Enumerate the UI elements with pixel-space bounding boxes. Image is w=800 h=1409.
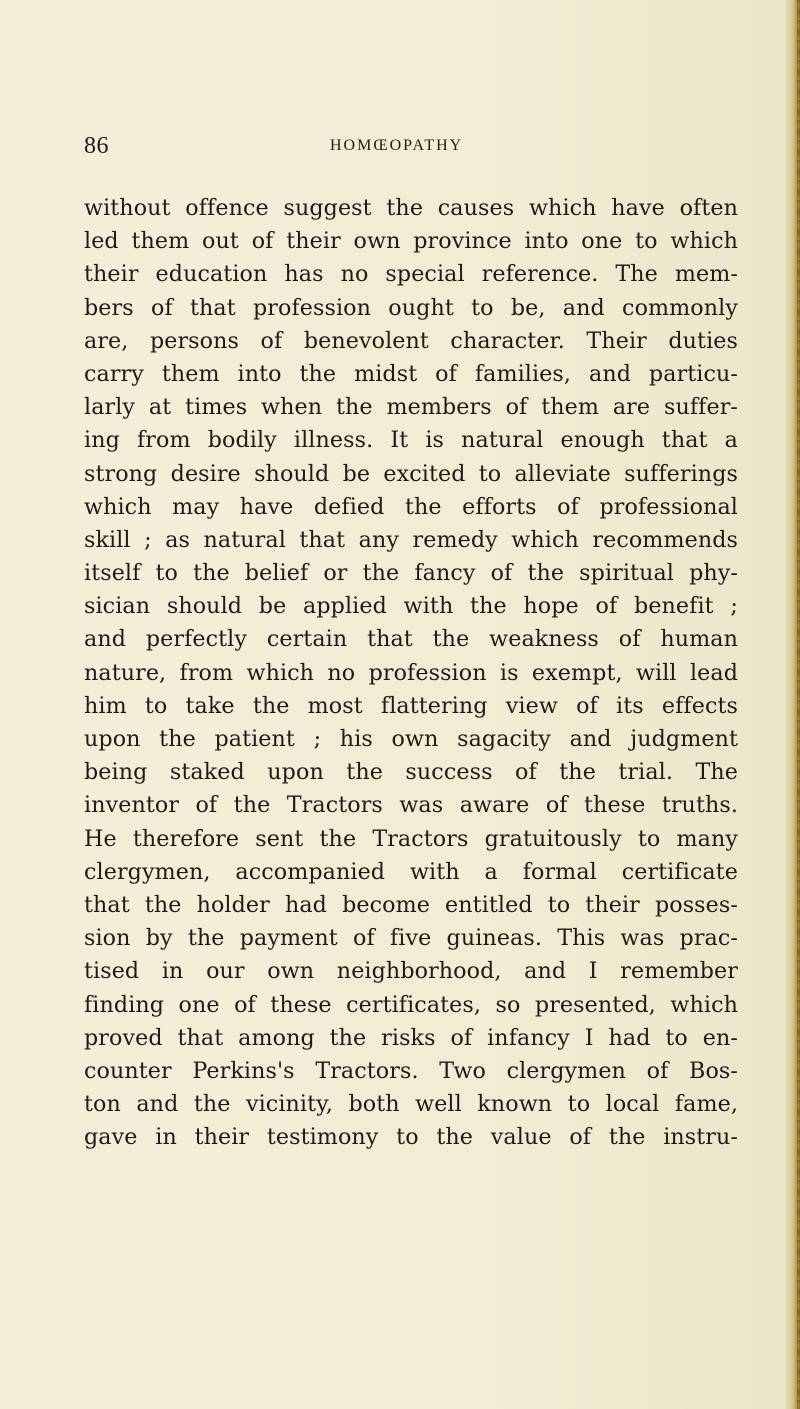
text-line: nature, from which no profession is exempt, will lead (84, 659, 738, 686)
page-number: 86 (84, 133, 109, 159)
text-line: their education has no special reference. The mem- (84, 261, 738, 288)
text-line: and perfectly certain that the weakness of human (84, 626, 738, 653)
text-line: tised in our own neighborhood, and I remember (84, 958, 738, 985)
text-line: without offence suggest the causes which have often (84, 195, 738, 221)
text-line: strong desire should be excited to alleviate sufferings (84, 460, 738, 487)
text-line: sion by the payment of five guineas. This was prac- (84, 925, 738, 952)
text-line: larly at times when the members of them are suffer- (84, 394, 738, 421)
text-line: finding one of these certificates, so presented, which (84, 991, 738, 1018)
text-line: which may have defied the efforts of professional (84, 493, 738, 520)
text-line: upon the patient ; his own sagacity and judgment (84, 726, 738, 752)
text-line: carry them into the midst of families, and particu- (84, 360, 738, 387)
text-line: proved that among the risks of infancy I had to en- (84, 1024, 738, 1051)
text-line: skill ; as natural that any remedy which recommends (84, 526, 738, 553)
body-text (84, 192, 738, 1154)
text-line: counter Perkins's Tractors. Two clergymen of Bos- (84, 1057, 738, 1084)
text-line: clergymen, accompanied with a formal certificate (84, 858, 738, 885)
text-line: He therefore sent the Tractors gratuitously to many (84, 825, 738, 852)
text-line: being staked upon the success of the trial. The (84, 759, 738, 786)
text-line: gave in their testimony to the value of the instru- (84, 1124, 738, 1151)
text-line: ton and the vicinity, both well known to local fame, (84, 1091, 738, 1118)
text-line: sician should be applied with the hope of benefit ; (84, 593, 738, 620)
text-line: itself to the belief or the fancy of the spiritual phy- (84, 560, 738, 587)
text-line: ing from bodily illness. It is natural enough that a (84, 427, 738, 454)
text-line: bers of that profession ought to be, and commonly (84, 294, 738, 321)
page-header (84, 131, 734, 161)
page-edge (786, 0, 800, 1409)
text-line: inventor of the Tractors was aware of these truths. (84, 792, 738, 819)
text-line: led them out of their own province into one to which (84, 228, 738, 255)
text-line: that the holder had become entitled to their posses- (84, 891, 738, 918)
running-title: HOMŒOPATHY (330, 137, 464, 154)
text-line: him to take the most flattering view of its effects (84, 692, 738, 719)
text-line: are, persons of benevolent character. Their duties (84, 327, 738, 354)
